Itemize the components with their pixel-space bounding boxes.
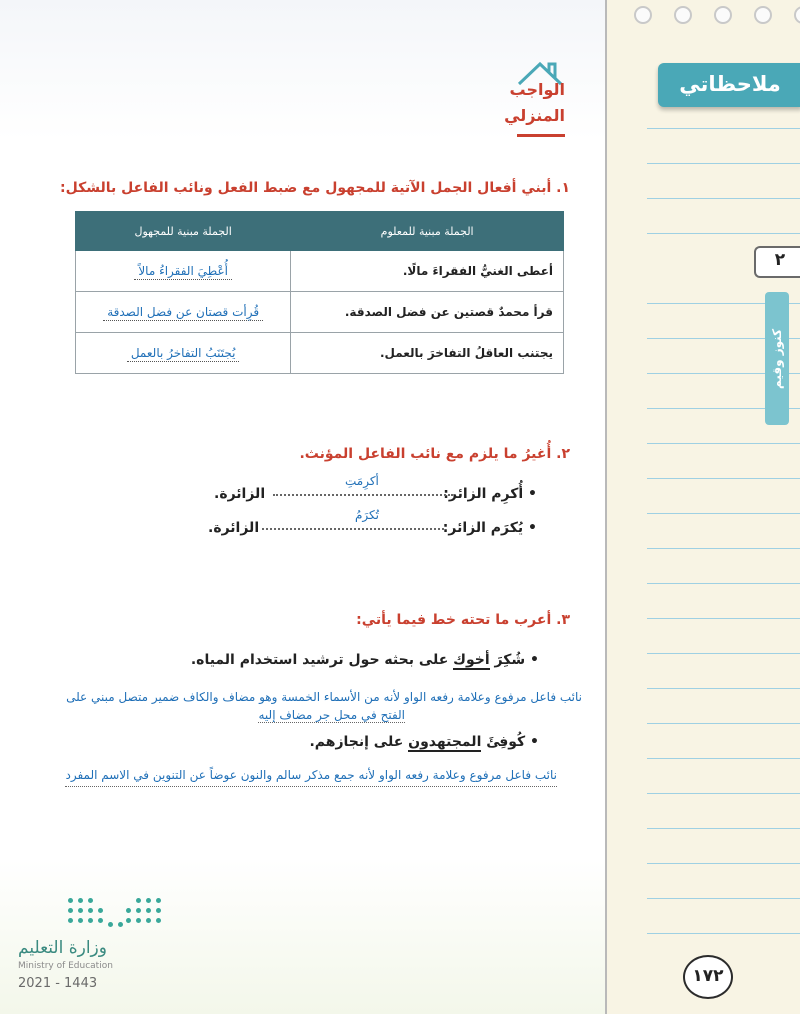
binder-ring <box>794 6 800 24</box>
passive-answer: قُرِأت قصتان عن فضل الصدقة <box>103 305 263 321</box>
table-header-row <box>76 212 564 251</box>
q3-s2-underlined: المجتهدون <box>408 734 482 750</box>
q3-answer-1-line-2: الفتح في محل جر مضاف إليه <box>258 708 405 722</box>
q2-item-2-blank <box>262 528 444 530</box>
known-sentence: قرأ محمدٌ قصتين عن فضل الصدقة. <box>291 292 564 333</box>
q3-sentence-1 <box>191 652 539 668</box>
passive-answer: أُعْطِيَ الفقراءُ مالاً <box>134 264 232 280</box>
homework-underline <box>517 134 565 137</box>
homework-word-1: الواجب <box>509 80 565 99</box>
page-number: ١٧٢ <box>692 966 724 986</box>
q3-s1-rest: على بحثه حول ترشيد استخدام المياه. <box>190 652 449 668</box>
q2-item-1-blank <box>273 494 453 496</box>
notes-title: ملاحظاتي <box>679 72 781 96</box>
table-row <box>76 292 564 333</box>
edition-year: 2021 - 1443 <box>18 976 98 991</box>
q3-answer-1-line-1: نائب فاعل مرفوع وعلامة رفعه الواو لأنه من الأسماء الخمسة وهو مضاف والكاف ضمير متصل مبني على <box>66 690 582 704</box>
ministry-logo-icon <box>66 896 162 930</box>
binder-ring <box>634 6 652 24</box>
header-passive: الجملة مبنية للمجهول <box>76 212 291 251</box>
q3-sentence-2 <box>309 734 539 750</box>
q2-item-2-tail: الزائرة. <box>208 520 260 536</box>
q2-item-2-answer: تُكرَمُ <box>355 508 380 522</box>
q3-s2-verb: • كُوفِئَ <box>486 734 539 750</box>
ministry-name-english: Ministry of Education <box>18 961 113 971</box>
passive-answer-cell <box>76 251 291 292</box>
ministry-name-arabic: وزارة التعليم <box>18 938 107 958</box>
unit-title-strip <box>765 292 789 425</box>
q2-item-1-tail: الزائرة. <box>214 486 266 502</box>
question-3-title: ٣. أعرب ما تحته خط فيما يأتي: <box>356 612 570 628</box>
binder-ring <box>674 6 692 24</box>
passive-answer-cell <box>76 292 291 333</box>
table-row <box>76 251 564 292</box>
question-1-title: ١. أبني أفعال الجمل الآتية للمجهول مع ضبط الفعل ونائب الفاعل بالشكل: <box>59 180 570 196</box>
notes-panel <box>605 0 800 1014</box>
q3-s2-rest: على إنجازهم. <box>309 734 404 750</box>
q3-s1-verb: • شُكِرَ <box>494 652 539 668</box>
page-number-badge <box>683 955 733 999</box>
voice-table <box>75 211 564 374</box>
question-2-title: ٢. أُغيرُ ما يلزم مع نائب الفاعل المؤنث. <box>299 446 570 462</box>
header-known: الجملة مبنية للمعلوم <box>291 212 564 251</box>
q3-answer-2: نائب فاعل مرفوع وعلامة رفعه الواو لأنه جمع مذكر سالم والنون عوضاً عن التنوين في الاسم المفرد <box>65 768 557 787</box>
q2-item-1-label: • أُكرِم الزائر: <box>443 486 537 502</box>
known-sentence: يجتنب العاقلُ التفاخرَ بالعمل. <box>291 333 564 374</box>
table-row <box>76 333 564 374</box>
passive-answer: يُجتَنَبُ التفاخرُ بالعمل <box>127 346 240 362</box>
q3-s1-underlined: أخوك <box>453 652 490 668</box>
unit-number: ٢ <box>774 250 786 270</box>
known-sentence: أعطى الغنيُّ الفقراءَ مالًا. <box>291 251 564 292</box>
binder-ring <box>754 6 772 24</box>
unit-number-tab <box>754 246 800 278</box>
homework-badge <box>485 60 565 138</box>
notes-title-tab <box>658 63 800 107</box>
q2-item-2-label: • يُكرَم الزائر: <box>442 520 537 536</box>
q2-item-1-answer: أكرِمَتِ <box>345 474 379 488</box>
passive-answer-cell <box>76 333 291 374</box>
binder-ring <box>714 6 732 24</box>
unit-title: كنوز وقيم <box>770 328 784 389</box>
homework-word-2: المنزلي <box>504 106 565 125</box>
